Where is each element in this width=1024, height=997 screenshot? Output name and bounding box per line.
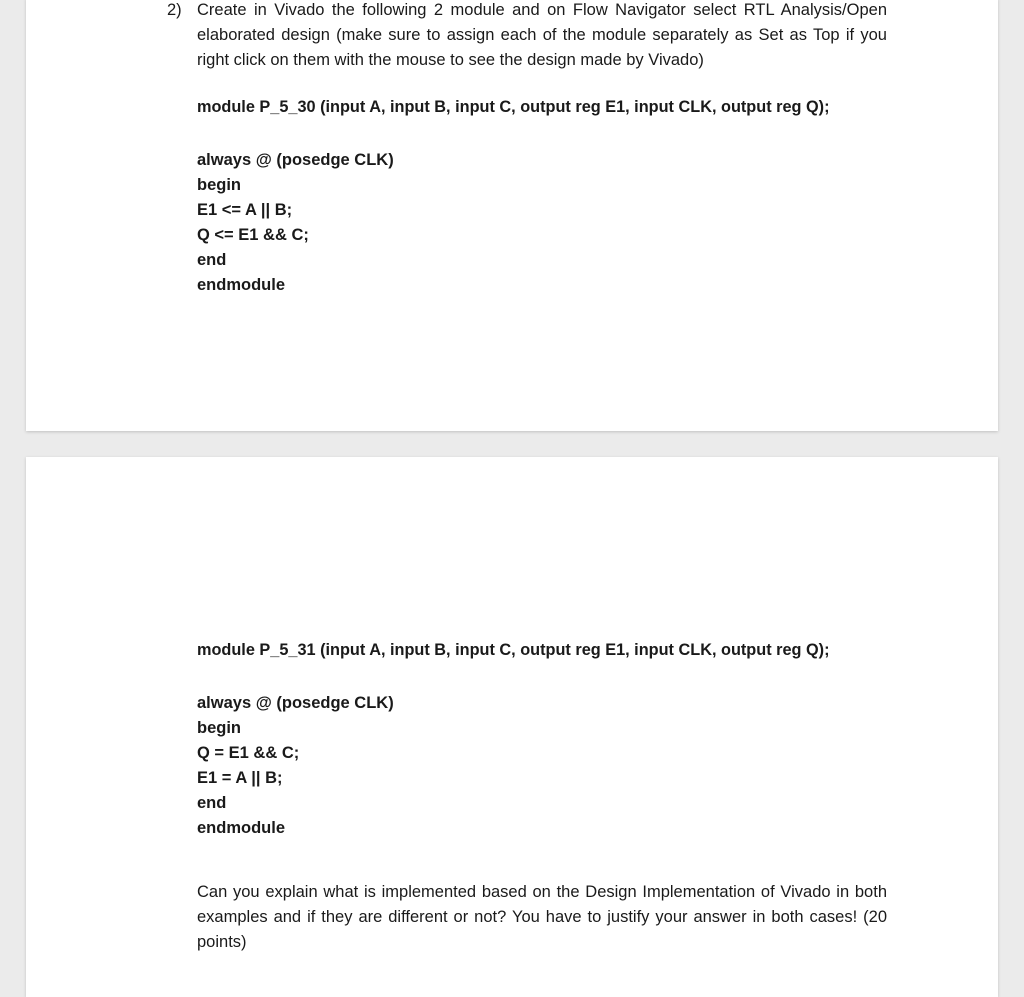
code-line: endmodule xyxy=(197,819,286,837)
code-line: endmodule xyxy=(197,276,286,294)
code-line: E1 = A || B; xyxy=(197,769,283,787)
module-2-code xyxy=(197,691,887,841)
code-line: Q <= E1 && C; xyxy=(197,226,309,244)
document-page-1 xyxy=(26,0,998,431)
module-1-signature: module P_5_30 (input A, input B, input C, output reg E1, input CLK, output reg Q); xyxy=(197,98,830,116)
closing-question: Can you explain what is implemented based on the Design Implementation of Vivado in both examples and if they are different or not? You have to justify your answer in both cases! (20 points) xyxy=(197,883,887,951)
code-line: always @ (posedge CLK) xyxy=(197,694,394,712)
code-line: always @ (posedge CLK) xyxy=(197,151,394,169)
code-line: begin xyxy=(197,719,241,737)
code-line: begin xyxy=(197,176,241,194)
code-line: end xyxy=(197,251,227,269)
module-1-code xyxy=(197,148,887,298)
question-text: Create in Vivado the following 2 module and on Flow Navigator select RTL Analysis/Open elaborated design (make sure to assign each of the module separately as Set as Top if you right click on them with the mouse to see the design made by Vivado) xyxy=(197,1,887,69)
code-line: E1 <= A || B; xyxy=(197,201,293,219)
document-page-2 xyxy=(26,457,998,997)
code-line: Q = E1 && C; xyxy=(197,744,300,762)
code-line: end xyxy=(197,794,227,812)
question-number: 2) xyxy=(167,1,182,19)
module-2-signature: module P_5_31 (input A, input B, input C, output reg E1, input CLK, output reg Q); xyxy=(197,641,830,659)
